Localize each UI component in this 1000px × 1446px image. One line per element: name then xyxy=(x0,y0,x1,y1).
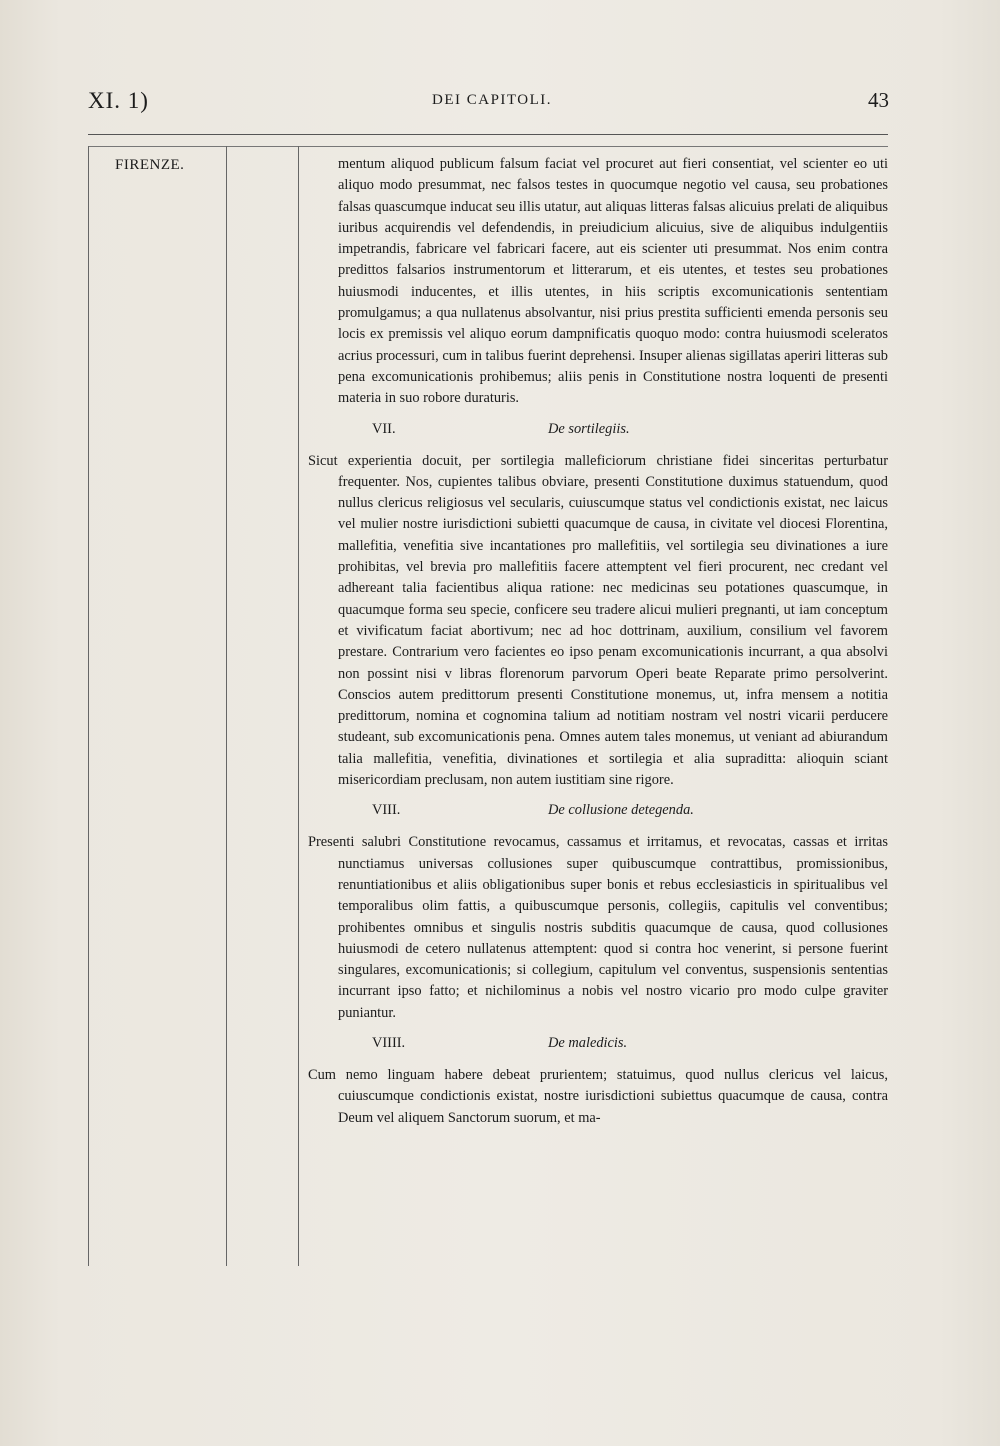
intro-paragraph: mentum aliquod publicum falsum faciat vel procuret aut fieri consentiat, vel scienter eo uti aliquo modo presummat, nec falsos testes in quocumque negotio vel causa, seu probationes falsas quascumque inducat seu illis utatur, aut aliquas litteras falsas alicuius prelati de aliquibus iuribus acquirendis vel defendendis, in preiudicium alicuius, sive de aliquibus indulgentiis impetrandis, fabricare vel fabricari facere, aut eis scienter uti presummat. Nos enim contra predittos falsarios instrumentorum et litterarum, et eis utentes, et testes seu probationes huiusmodi inducentes, et illis utentes, in hiis scriptis excomunicationis sententiam promulgamus; a qua nullatenus absolvantur, nisi prius prestita sufficienti emenda personis seu locis ex premissis vel aliquo eorum dampnificatis quoquo modo: contra huiusmodi sceleratos acrius processuri, cum in talibus fuerint deprehensi. Insuper alienas sigillatas aperiri litteras sub pena excomunicationis prohibemus; aliis penis in Constitutione nostra loquenti de presenti materia in suo robore duraturis. xyxy=(338,156,888,407)
section-reference: XI. 1) xyxy=(88,88,149,113)
section-paragraph: Sicut experientia docuit, per sortilegia malleficiorum christiane fidei sinceritas perturbatur frequenter. Nos, cupientes talibus obviare, presenti Constitutione duximus statuendum, quod nullus clericus religiosus vel secularis, cuiuscumque status vel condictionis existat, nec laicus vel mulier nostre iurisdictioni subietti quacumque de causa, in civitate vel diocesi Florentina, mallefitia, venefitia sive incantationes pro mallefitiis, vel sortilegia seu divinationes a iure prohibitas, vel brevia pro mallefitiis facere attemptent vel fieri procurent, nec credant vel adhereant talia facientibus aliqua ratione: nec medicinas seu potationes quascumque, in quacumque forma seu specie, conficere seu tradere alicui mulieri pregnanti, ut iam conceptum et vivificatum faciat abortivum; nec ad hoc dottrinam, auxilium, consilium vel favorem prestare. Contrarium vero facientes eo ipso penam excomunicationis incurrant, a qua absolvi non possint nisi v libras florenorum parvorum Operi beate Reparate primo persolverint. Conscios autem predittorum presenti Constitutione monemus, ut, infra mensem a notitia predittorum, nomina et cognomina talium ad notitiam nostram vel nostri vicarii perducere studeant, sub excomunicationis pena. Omnes autem tales monemus, ut veniant ad abiurandum talia mallefitia, venefitia, divinationes et sortilegia et alia supraditta: alioquin sciant misericordiam preclusam, non autem iustitiam sine rigore. xyxy=(308,452,888,789)
main-text-column xyxy=(308,154,888,1129)
column-divider-right xyxy=(298,146,299,1266)
section-heading xyxy=(308,419,888,440)
running-title: DEI CAPITOLI. xyxy=(432,92,553,108)
section-title: De sortilegiis. xyxy=(548,420,630,437)
section-heading xyxy=(308,800,888,821)
section-number: VII. xyxy=(372,420,396,437)
table-top-rule xyxy=(88,146,888,147)
side-column-label: FIRENZE. xyxy=(115,157,185,173)
page-number: 43 xyxy=(868,88,889,112)
header-rule xyxy=(88,134,888,135)
column-divider-middle xyxy=(226,146,227,1266)
section-paragraph: Cum nemo linguam habere debeat prurientem; statuimus, quod nullus clericus vel laicus, cuiuscumque condictionis existat, nostre iurisdictioni subiettus quacumque de causa, contra Deum vel aliquem Sanctorum suorum, et ma- xyxy=(308,1066,888,1126)
section-number: VIII. xyxy=(372,802,401,819)
page-header xyxy=(0,88,1000,118)
section-number: VIIII. xyxy=(372,1034,406,1051)
section-paragraph: Presenti salubri Constitutione revocamus, cassamus et irritamus, et revocatas, cassas et irritas nunctiamus universas collusiones super quibuscumque contrattibus, promissionibus, renuntiationibus et aliis obligationibus super bonis et rebus ecclesiasticis in spiritualibus vel temporalibus olim fattis, a quibuscumque personis, collegiis, capitulis vel conventibus; prohibentes omnibus et singulis nostris subditis quacumque de causa, quod collusiones huiusmodi de cetero nullatenus attemptent: quod si contra hoc venerint, si persone fuerint singulares, excomunicationis; si collegium, capitulum vel conventus, suspensionis sententias incurrant ipso fatto; et nichilominus a nobis vel nostro vicario pro modo culpe graviter puniantur. xyxy=(308,834,888,1021)
section-heading xyxy=(308,1033,888,1054)
section-title: De collusione detegenda. xyxy=(548,802,694,819)
column-divider-left xyxy=(88,146,89,1266)
section-title: De maledicis. xyxy=(548,1034,628,1051)
